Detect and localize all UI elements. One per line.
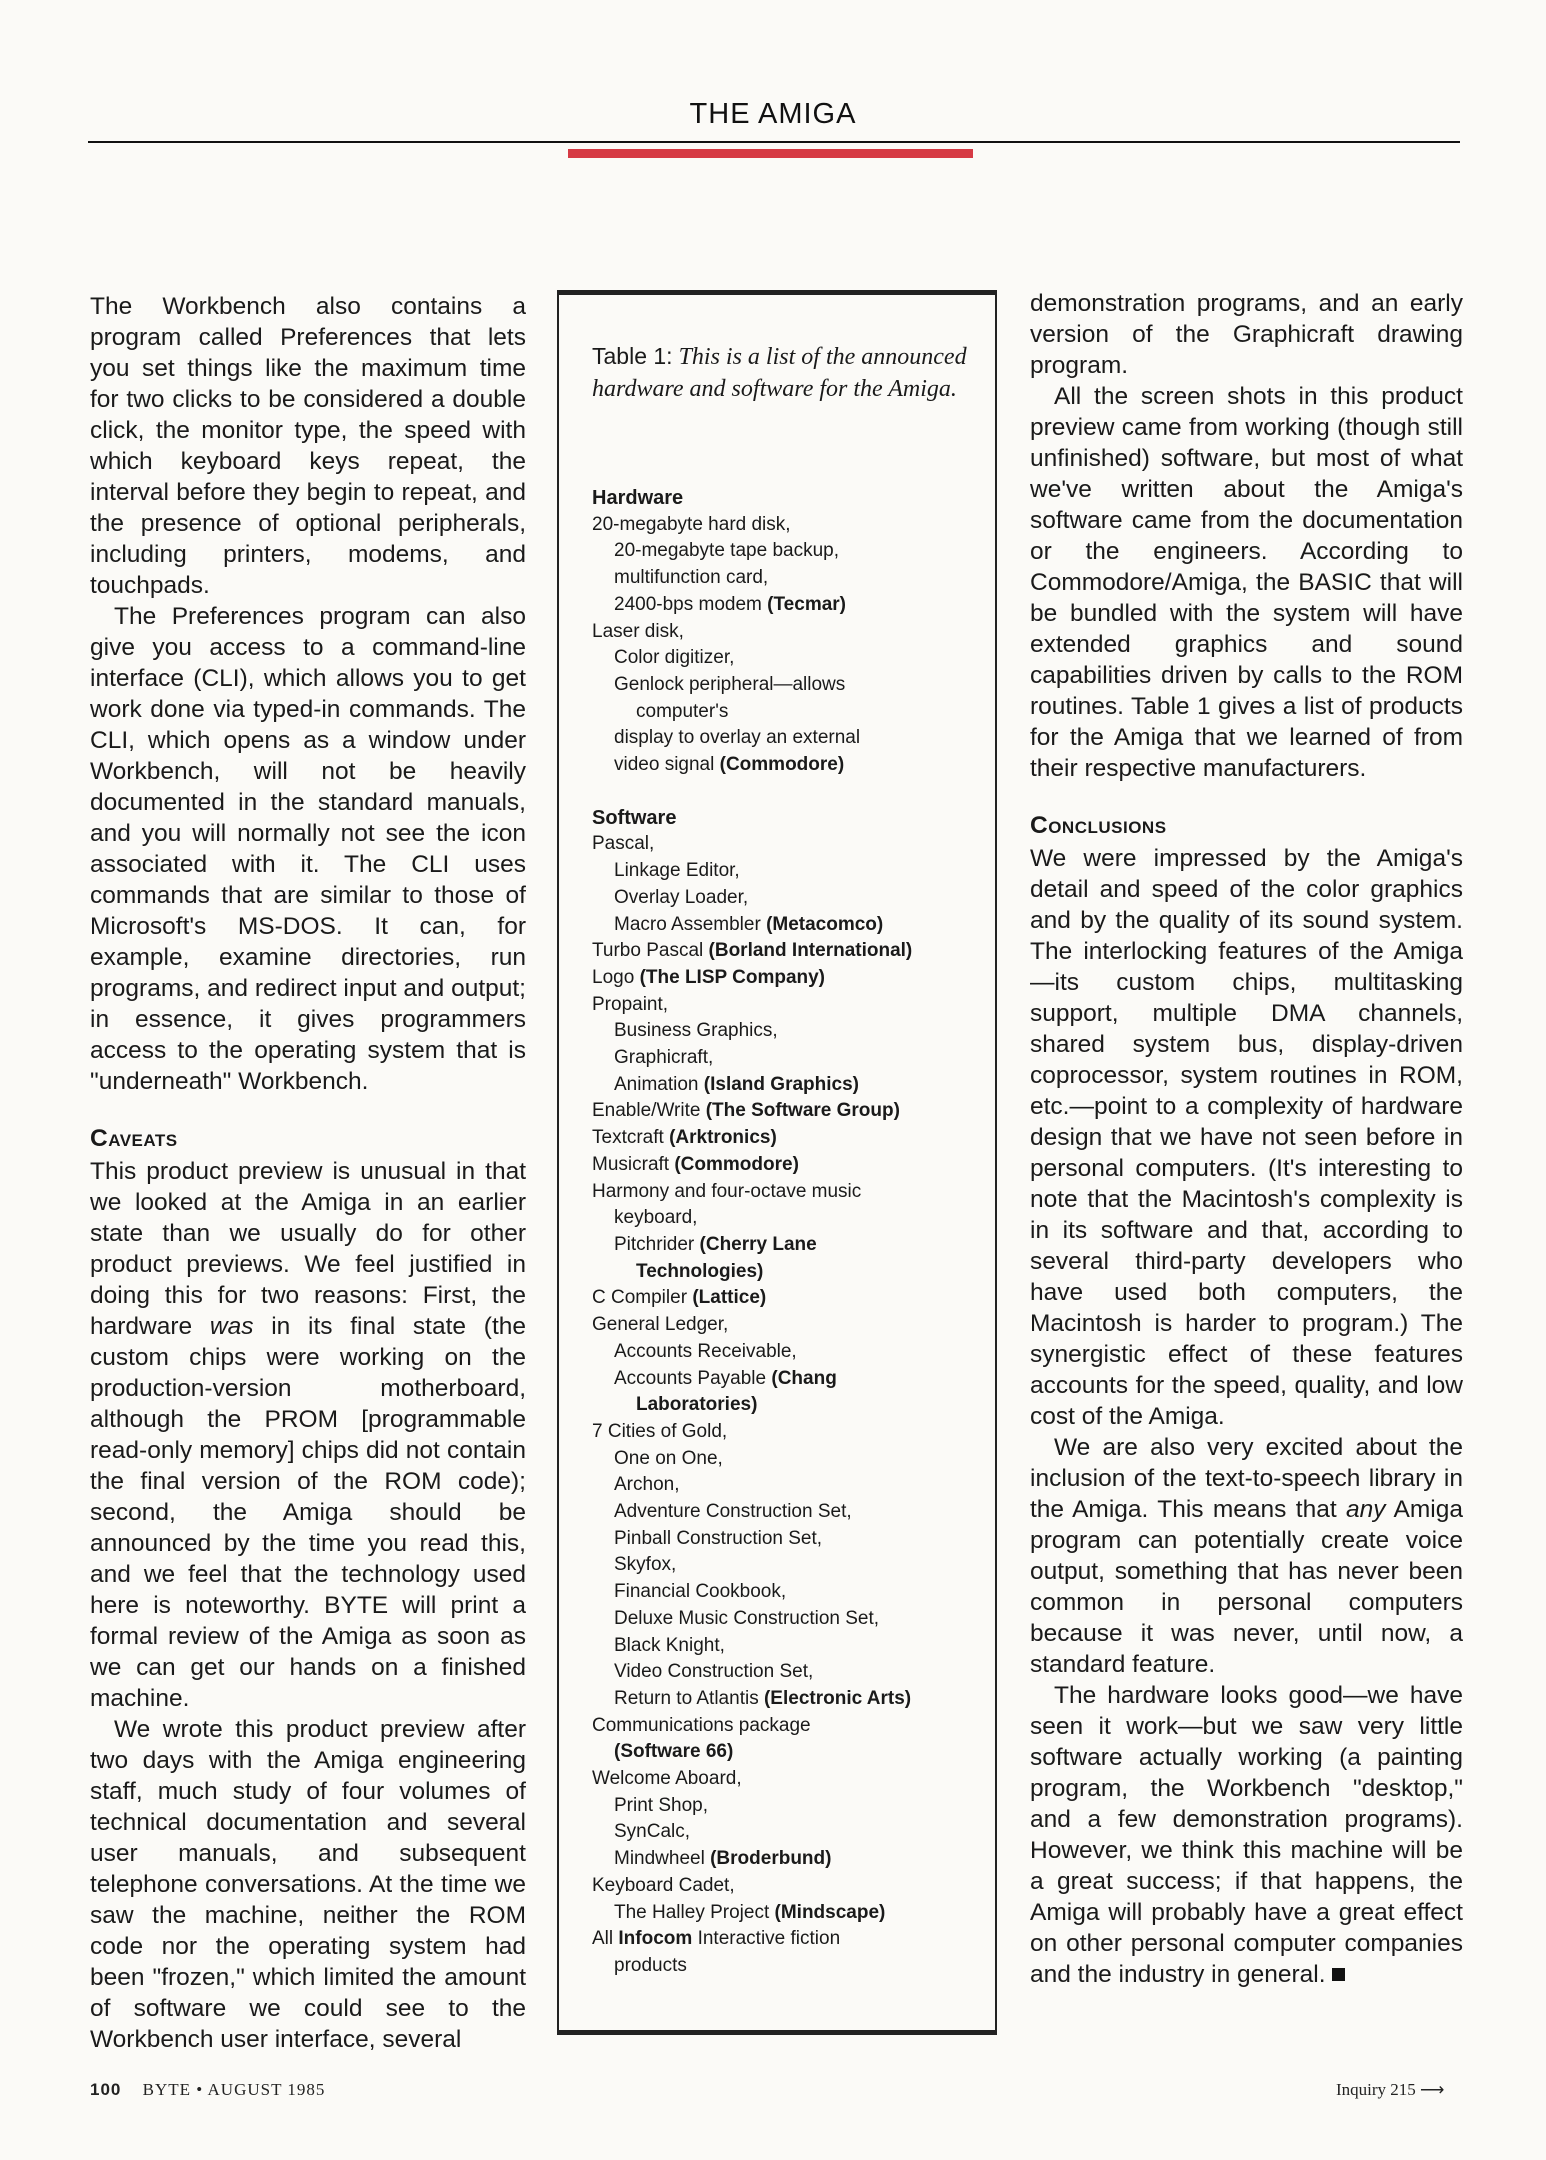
list-item: 20-megabyte tape backup, [614,540,839,562]
list-heading-hardware: Hardware [592,487,684,509]
list-item: Laser disk, [592,620,684,642]
table-label: Table 1: [592,343,673,369]
table-1-box [557,290,997,2035]
end-of-article-mark [1332,1968,1345,1981]
list-item: Genlock peripheral—allows [614,673,846,695]
list-item: Accounts Receivable, [614,1340,797,1362]
list-item: Black Knight, [614,1634,725,1656]
emphasis: was [209,1313,254,1340]
body-paragraph: demonstration programs, and an early version of the Graphicraft drawing program. [1030,290,1463,379]
list-item: Propaint, [592,993,669,1015]
body-paragraph: This product preview is unusual in that we looked at the Amiga in an earlier state than we usually do for other product previews. We feel justified in doing this for two reasons: First, the hardware was in its final state (the custom chips were working on the production-version motherboard, although the PROM [programmable read-only memory] chips did not contain the final version of the ROM code); second, the Amiga should be announced by the time you read this, and we feel that the technology used here is noteworthy. BYTE will print a formal review of the Amiga as soon as we can get our hands on a finished machine. [90,1158,526,1712]
list-item: Textcraft (Arktronics) [592,1127,777,1149]
list-item: 2400-bps modem (Tecmar) [614,593,846,615]
list-item: Harmony and four-octave music [592,1180,862,1202]
inquiry-number: Inquiry 215 ⟶ [1336,2080,1445,2099]
list-item: Pascal, [592,833,655,855]
emphasis: any [1346,1496,1386,1523]
list-heading-software: Software [592,806,677,829]
list-item: Linkage Editor, [614,860,740,882]
list-item: Technologies) [636,1260,764,1282]
list-item: Print Shop, [614,1794,708,1816]
list-item: video signal (Commodore) [614,754,845,776]
list-item: Animation (Island Graphics) [614,1073,859,1095]
list-item: Return to Atlantis (Electronic Arts) [614,1687,912,1709]
body-paragraph: We were impressed by the Amiga's detail and speed of the color graphics and by the quality of its sound system. The interlocking features of the Amiga—its custom chips, multitasking support, multiple DMA channels, shared system bus, display-driven coprocessor, system routines in ROM, etc.—point to a complexity of hardware design that we have not seen before in personal computers. (It's interesting to note that the Macintosh's complexity is in its software and that, according to several third-party developers who have used both computers, the Macintosh is harder to program.) The synergistic effect of these features accounts for the speed, quality, and low cost of the Amiga. [1030,845,1463,1430]
list-item: Communications package [592,1714,811,1736]
list-item: computer's [636,700,729,722]
list-item: display to overlay an external [614,727,861,749]
list-item: SynCalc, [614,1821,691,1843]
list-item: General Ledger, [592,1314,729,1336]
section-header-title: THE AMIGA [689,98,857,130]
list-item: Color digitizer, [614,647,735,669]
section-heading-conclusions: Conclusions [1030,812,1167,839]
magazine-issue: BYTE • AUGUST 1985 [142,2080,326,2099]
list-item: Business Graphics, [614,1020,778,1042]
list-item: C Compiler (Lattice) [592,1287,767,1309]
table-caption-text: This is a list of the announced hardware and software for the Amiga. [592,344,967,402]
list-item: (Software 66) [614,1741,734,1763]
table-caption [592,340,967,405]
left-column [90,291,526,2055]
list-item: Deluxe Music Construction Set, [614,1607,880,1629]
list-item: multifunction card, [614,567,769,589]
body-paragraph: The Preferences program can also give you access to a command-line interface (CLI), which allows you to get work done via typed-in commands. The CLI, which opens as a window under Workbench, will not be heavily documented in the standard manuals, and you will normally not see the icon associated with it. The CLI uses commands that are similar to those of Microsoft's MS-DOS. It can, for example, examine directories, run programs, and redirect input and output; in essence, it gives programmers access to the operating system that is "underneath" Workbench. [90,603,526,1095]
list-item: Overlay Loader, [614,886,749,908]
page-footer [90,2080,325,2100]
list-item: Financial Cookbook, [614,1581,787,1603]
list-item: Logo (The LISP Company) [592,966,826,988]
list-item: The Halley Project (Mindscape) [614,1901,886,1923]
list-item: keyboard, [614,1207,698,1229]
list-item: Pinball Construction Set, [614,1527,823,1549]
header-accent-bar [568,149,973,158]
list-item: Laboratories) [636,1394,758,1416]
list-item: Archon, [614,1474,680,1496]
list-item: Welcome Aboard, [592,1768,742,1790]
list-item: Macro Assembler (Metacomco) [614,913,884,935]
body-paragraph: We are also very excited about the inclusion of the text-to-speech library in the Amiga. This means that any Amiga program can potentially create voice output, something that has never been common in personal computers because it was never, until now, a standard feature. [1030,1434,1463,1678]
list-item: One on One, [614,1447,723,1469]
right-column [1030,288,1463,1990]
list-item: Enable/Write (The Software Group) [592,1100,900,1122]
list-item: Accounts Payable (Chang [614,1367,837,1389]
body-paragraph: All the screen shots in this product preview came from working (though still unfinished) software, but most of what we've written about the Amiga's software came from the documentation or the engineers. According to Commodore/Amiga, the BASIC that will be bundled with the system will have extended graphics and sound capabilities driven by calls to the ROM routines. Table 1 gives a list of products for the Amiga that we learned of from their respective manufacturers. [1030,383,1463,782]
list-item: 7 Cities of Gold, [592,1420,728,1442]
list-item: Mindwheel (Broderbund) [614,1848,832,1870]
list-item: Keyboard Cadet, [592,1874,735,1896]
list-item: Turbo Pascal (Borland International) [592,940,913,962]
body-paragraph: The Workbench also contains a program called Preferences that lets you set things like the maximum time for two clicks to be considered a double click, the monitor type, the speed with which keyboard keys repeat, the interval before they begin to repeat, and the presence of optional peripherals, including printers, modems, and touchpads. [90,293,526,599]
header-rule [88,141,1460,143]
page-number: 100 [90,2080,122,2099]
list-item: Video Construction Set, [614,1661,814,1683]
body-paragraph: The hardware looks good—we have seen it work—but we saw very little software actually working (a painting program, the Workbench "desktop," and a few demonstration programs). However, we think this machine will be a great success; if that happens, the Amiga will probably have a great effect on other personal computer companies and the industry in general. [1030,1682,1463,1988]
list-item: Skyfox, [614,1554,677,1576]
list-item: Graphicraft, [614,1047,714,1069]
list-item: Adventure Construction Set, [614,1501,852,1523]
list-item: products [614,1954,687,1976]
list-item: All Infocom Interactive fiction [592,1928,841,1950]
list-item: Musicraft (Commodore) [592,1153,799,1175]
product-list [592,485,992,1980]
list-item: 20-megabyte hard disk, [592,513,791,535]
body-paragraph: We wrote this product preview after two days with the Amiga engineering staff, much study of four volumes of technical documentation and several user manuals, and subsequent telephone conversations. At the time we saw the machine, neither the ROM code nor the operating system had been "frozen," which limited the amount of software we could see to the Workbench user interface, several [90,1716,526,2053]
section-heading-caveats: Caveats [90,1125,178,1152]
list-item: Pitchrider (Cherry Lane [614,1233,817,1255]
